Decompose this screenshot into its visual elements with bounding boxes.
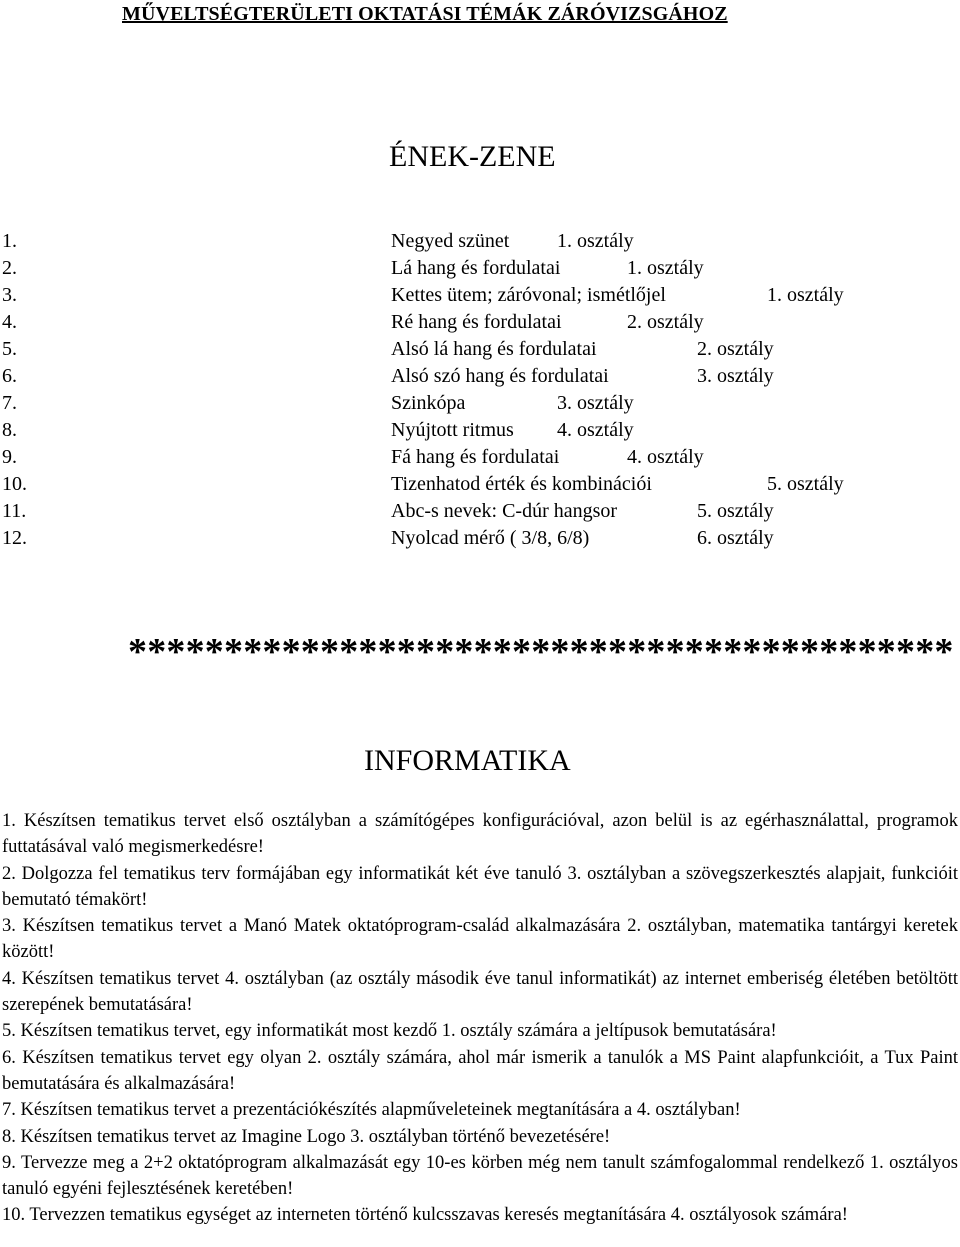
item-topic: Fá hang és fordulatai	[391, 446, 560, 468]
item-number: 9.	[2, 446, 17, 468]
item-number: 12.	[2, 527, 27, 549]
list-item: 10. Tervezzen tematikus egységet az interneten történő kulcsszavas keresés megtanítására 4. osztályosok számára!	[2, 1205, 848, 1226]
item-grade: 3. osztály	[557, 392, 634, 414]
item-grade: 1. osztály	[767, 284, 844, 306]
item-topic: Lá hang és fordulatai	[391, 257, 561, 279]
item-number: 3.	[2, 284, 17, 306]
list-item: 5. Készítsen tematikus tervet, egy informatikát most kezdő 1. osztály számára a jeltípusok bemutatására!	[2, 1021, 777, 1042]
list-item: 2. Dolgozza fel tematikus terv formájában egy informatikát két éve tanuló 3. osztályban a szövegszerkesztés alapjait, funkcióit bemutató témakört!	[2, 863, 958, 910]
list-item	[0, 498, 960, 525]
item-topic: Nyolcad mérő ( 3/8, 6/8)	[391, 527, 590, 549]
list-item: 9. Tervezze meg a 2+2 oktatóprogram alkalmazását egy 10-es körben még nem tanult számfogalommal rendelkező 1. osztályos tanuló egyéni fejlesztésének keretében!	[2, 1152, 958, 1200]
item-number: 7.	[2, 392, 17, 414]
item-topic: Alsó szó hang és fordulatai	[391, 365, 609, 387]
item-number: 5.	[2, 338, 17, 360]
item-number: 10.	[2, 473, 27, 495]
item-grade: 5. osztály	[697, 500, 774, 522]
item-number: 4.	[2, 311, 17, 333]
item-topic: Ré hang és fordulatai	[391, 311, 562, 333]
list-item	[0, 255, 960, 282]
list-item: 1. Készítsen tematikus tervet első osztályban a számítógépes konfigurációval, azon belül is az egérhasználattal, programok futtatásával való megismerkedésre!	[2, 811, 958, 858]
list-item	[0, 525, 960, 552]
list-item	[0, 282, 960, 309]
item-topic: Kettes ütem; záróvonal; ismétlőjel	[391, 284, 666, 306]
list-item: 7. Készítsen tematikus tervet a prezentációkészítés alapműveleteinek megtanítására a 4. osztályban!	[2, 1100, 741, 1121]
item-grade: 4. osztály	[627, 446, 704, 468]
item-topic: Alsó lá hang és fordulatai	[391, 338, 597, 360]
list-item: 3. Készítsen tematikus tervet a Manó Matek oktatóprogram-család alkalmazására 2. osztályban, matematika tantárgyi keretek között!	[2, 916, 958, 963]
item-grade: 3. osztály	[697, 365, 774, 387]
informatics-section-title: INFORMATIKA	[364, 744, 571, 777]
item-number: 2.	[2, 257, 17, 279]
list-item	[0, 471, 960, 498]
music-section-title: ÉNEK-ZENE	[389, 140, 556, 173]
item-topic: Szinkópa	[391, 392, 466, 414]
item-grade: 1. osztály	[557, 230, 634, 252]
item-topic: Tizenhatod érték és kombinációi	[391, 473, 652, 495]
list-item	[0, 363, 960, 390]
list-item	[0, 309, 960, 336]
item-grade: 2. osztály	[697, 338, 774, 360]
list-item	[0, 390, 960, 417]
section-separator: *******************************************	[128, 631, 954, 673]
item-number: 1.	[2, 230, 17, 252]
item-topic: Negyed szünet	[391, 230, 510, 252]
item-grade: 1. osztály	[627, 257, 704, 279]
informatics-topic-list	[2, 808, 958, 1229]
list-item	[0, 444, 960, 471]
item-topic: Abc-s nevek: C-dúr hangsor	[391, 500, 618, 522]
list-item: 8. Készítsen tematikus tervet az Imagine Logo 3. osztályban történő bevezetésére!	[2, 1126, 611, 1147]
item-number: 11.	[2, 500, 27, 522]
item-number: 8.	[2, 419, 17, 441]
list-item	[0, 228, 960, 255]
item-grade: 5. osztály	[767, 473, 844, 495]
item-number: 6.	[2, 365, 17, 387]
item-grade: 4. osztály	[557, 419, 634, 441]
page-title: MŰVELTSÉGTERÜLETI OKTATÁSI TÉMÁK ZÁRÓVIZSGÁHOZ	[122, 3, 728, 25]
item-grade: 6. osztály	[697, 527, 774, 549]
item-grade: 2. osztály	[627, 311, 704, 333]
item-topic: Nyújtott ritmus	[391, 419, 514, 441]
list-item	[0, 336, 960, 363]
list-item	[0, 417, 960, 444]
list-item: 4. Készítsen tematikus tervet 4. osztályban (az osztály második éve tanul informatikát) az internet emberiség életében betöltött szerepének bemutatására!	[2, 968, 958, 1016]
list-item: 6. Készítsen tematikus tervet egy olyan 2. osztály számára, ahol már ismerik a tanulók a MS Paint alapfunkcióit, a Tux Paint bemutatására és alkalmazására!	[2, 1047, 958, 1094]
